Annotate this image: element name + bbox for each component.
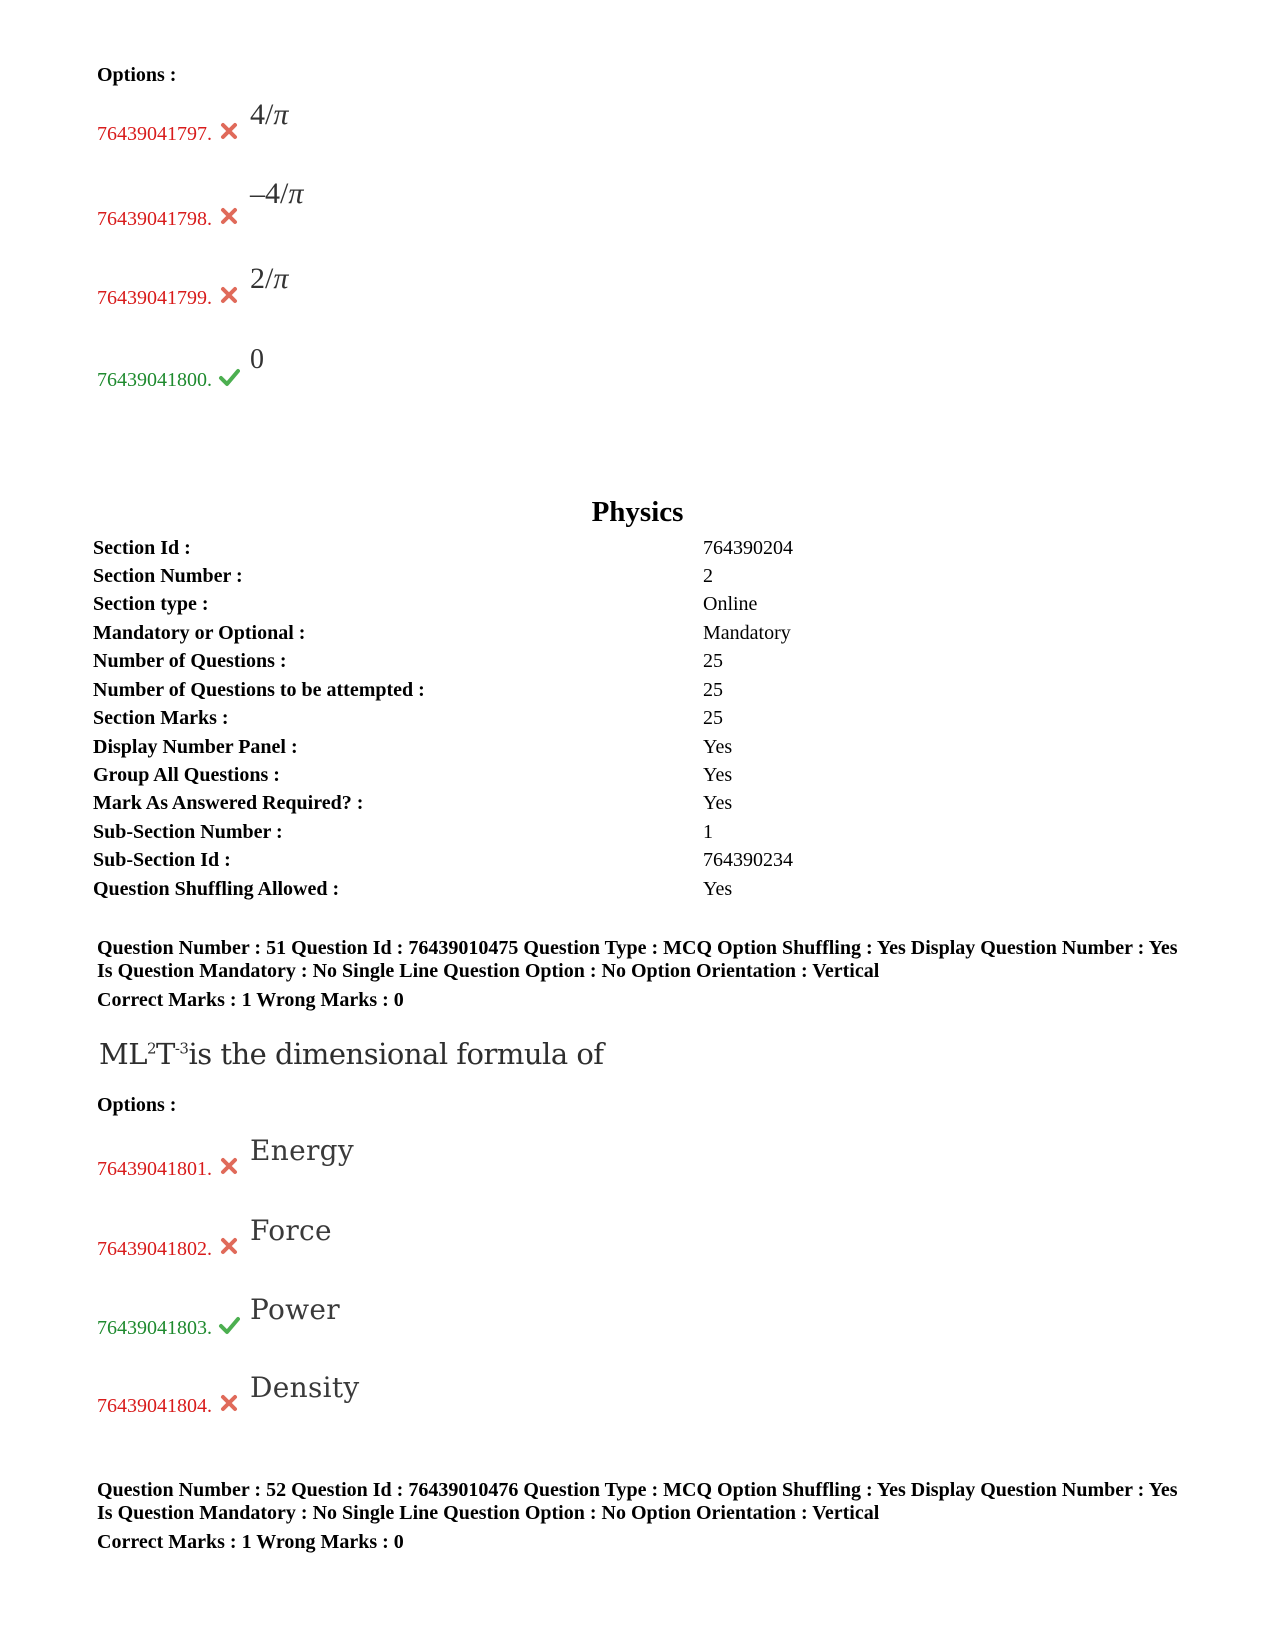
info-value: 1 <box>703 821 713 843</box>
question-marks: Correct Marks : 1 Wrong Marks : 0 <box>97 1531 404 1553</box>
check-icon <box>218 1314 240 1336</box>
question-text: $ML^2T^{-3}is$ the dimensional formula of <box>99 1037 604 1071</box>
info-key: Section Id : <box>93 537 191 559</box>
option-id: 76439041801. <box>97 1158 212 1180</box>
option-value: –4/π <box>250 177 304 210</box>
option-value: Force <box>250 1214 332 1247</box>
cross-icon <box>218 1235 240 1257</box>
option-row <box>97 1371 360 1418</box>
option-id: 76439041798. <box>97 208 212 230</box>
info-value: 25 <box>703 707 723 729</box>
info-key: Section Number : <box>93 565 243 587</box>
option-row <box>97 177 304 231</box>
cross-icon <box>218 1155 240 1177</box>
question-meta: Question Number : 51 Question Id : 76439010475 Question Type : MCQ Option Shuffling : Yes Display Question Number : Yes Is Question Mandatory : No Single Line Question Option : No Option Orientation : Vertical <box>97 937 1178 982</box>
info-key: Number of Questions : <box>93 650 287 672</box>
option-id: 76439041797. <box>97 123 212 145</box>
option-id: 76439041803. <box>97 1317 212 1339</box>
info-key: Number of Questions to be attempted : <box>93 679 425 701</box>
info-value: Online <box>703 593 758 615</box>
info-key: Mark As Answered Required? : <box>93 792 364 814</box>
section-title: Physics <box>591 496 684 528</box>
option-row <box>97 98 289 146</box>
option-row <box>97 1214 332 1261</box>
info-key: Display Number Panel : <box>93 736 298 758</box>
info-value: Yes <box>703 878 733 900</box>
cross-icon <box>218 1392 240 1414</box>
option-value: Density <box>250 1371 360 1404</box>
option-id: 76439041804. <box>97 1395 212 1417</box>
option-value: 0 <box>250 344 264 375</box>
cross-icon <box>218 120 240 142</box>
option-value: Power <box>250 1293 340 1326</box>
check-icon <box>218 366 240 388</box>
info-key: Question Shuffling Allowed : <box>93 878 340 900</box>
option-row <box>97 1134 354 1181</box>
info-value: Yes <box>703 736 733 758</box>
info-key: Section Marks : <box>93 707 229 729</box>
option-id: 76439041800. <box>97 369 212 391</box>
info-value: 764390234 <box>703 849 793 871</box>
info-value: Yes <box>703 764 733 786</box>
info-value: 2 <box>703 565 713 587</box>
option-value: Energy <box>250 1134 354 1167</box>
option-value: 4/π <box>250 98 289 131</box>
info-key: Mandatory or Optional : <box>93 622 306 644</box>
info-key: Group All Questions : <box>93 764 280 786</box>
cross-icon <box>218 205 240 227</box>
options-label: Options : <box>97 64 177 86</box>
info-key: Sub-Section Number : <box>93 821 283 843</box>
option-id: 76439041802. <box>97 1238 212 1260</box>
info-value: Mandatory <box>703 622 791 644</box>
option-value: 2/π <box>250 262 289 295</box>
info-key: Sub-Section Id : <box>93 849 231 871</box>
question-meta: Question Number : 52 Question Id : 76439010476 Question Type : MCQ Option Shuffling : Yes Display Question Number : Yes Is Question Mandatory : No Single Line Question Option : No Option Orientation : Vertical <box>97 1479 1178 1524</box>
cross-icon <box>218 284 240 306</box>
info-value: 764390204 <box>703 537 793 559</box>
option-id: 76439041799. <box>97 287 212 309</box>
options-label: Options : <box>97 1094 177 1116</box>
info-value: 25 <box>703 679 723 701</box>
question-marks: Correct Marks : 1 Wrong Marks : 0 <box>97 989 404 1011</box>
info-value: Yes <box>703 792 733 814</box>
info-value: 25 <box>703 650 723 672</box>
info-key: Section type : <box>93 593 209 615</box>
option-row <box>97 262 289 310</box>
option-row <box>97 344 264 392</box>
option-row <box>97 1293 340 1340</box>
